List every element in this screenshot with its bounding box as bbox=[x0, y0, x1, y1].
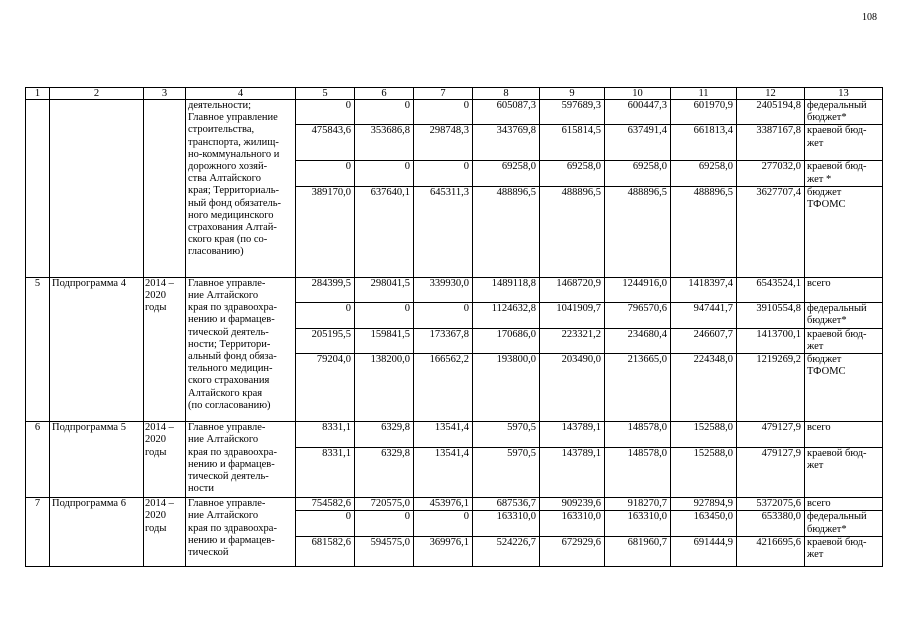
executor-cell bbox=[186, 277, 296, 421]
value-cell: 203490,0 bbox=[540, 354, 605, 422]
years-line: 2020 bbox=[145, 290, 166, 302]
funding-source-line: краевой бюд- bbox=[807, 125, 867, 137]
value-cell: 163310,0 bbox=[540, 511, 605, 536]
value-cell: 298041,5 bbox=[355, 277, 414, 302]
value-cell: 661813,4 bbox=[671, 125, 737, 161]
executor-line: нению и фармацев- bbox=[188, 458, 275, 470]
value-cell: 205195,5 bbox=[296, 328, 355, 353]
executor-line: дорожного хозяй- bbox=[188, 161, 268, 173]
executor-line: ный фонд обязатель- bbox=[188, 197, 282, 209]
value-cell: 0 bbox=[355, 161, 414, 186]
value-cell: 0 bbox=[414, 302, 473, 328]
executor-line: страхования Алтай- bbox=[188, 222, 277, 234]
funding-source-cell bbox=[805, 186, 883, 277]
funding-source-cell bbox=[805, 328, 883, 353]
value-cell: 166562,2 bbox=[414, 354, 473, 422]
executor-line: ние Алтайского bbox=[188, 434, 259, 446]
value-cell: 3387167,8 bbox=[737, 125, 805, 161]
table-row bbox=[26, 498, 883, 511]
value-cell: 524226,7 bbox=[473, 536, 540, 566]
funding-source-cell bbox=[805, 354, 883, 422]
column-number: 13 bbox=[805, 88, 883, 100]
value-cell: 6329,8 bbox=[355, 422, 414, 448]
funding-source-line: жет bbox=[807, 549, 824, 561]
executor-line: Главное управле- bbox=[188, 498, 266, 510]
value-cell: 672929,6 bbox=[540, 536, 605, 566]
column-number: 1 bbox=[26, 88, 50, 100]
executor-line: ности bbox=[188, 483, 214, 495]
executor-line: нению и фармацев- bbox=[188, 314, 275, 326]
value-cell: 909239,6 bbox=[540, 498, 605, 511]
funding-source-line: бюджет* bbox=[807, 523, 847, 535]
value-cell: 5970,5 bbox=[473, 448, 540, 498]
value-cell: 597689,3 bbox=[540, 100, 605, 125]
column-number: 3 bbox=[144, 88, 186, 100]
executor-line: тической деятель- bbox=[188, 326, 269, 338]
value-cell: 79204,0 bbox=[296, 354, 355, 422]
column-number: 10 bbox=[605, 88, 671, 100]
value-cell: 488896,5 bbox=[540, 186, 605, 277]
value-cell: 6329,8 bbox=[355, 448, 414, 498]
funding-source-cell bbox=[805, 511, 883, 536]
table-body bbox=[26, 88, 883, 567]
value-cell: 369976,1 bbox=[414, 536, 473, 566]
row-number-cell: 5 bbox=[26, 277, 50, 421]
value-cell: 284399,5 bbox=[296, 277, 355, 302]
value-cell: 947441,7 bbox=[671, 302, 737, 328]
program-name-cell bbox=[50, 100, 144, 278]
years-line: 2014 – bbox=[145, 498, 174, 510]
value-cell: 0 bbox=[296, 100, 355, 125]
value-cell: 0 bbox=[296, 302, 355, 328]
value-cell: 143789,1 bbox=[540, 422, 605, 448]
value-cell: 488896,5 bbox=[605, 186, 671, 277]
value-cell: 754582,6 bbox=[296, 498, 355, 511]
executor-line: ского края (по со- bbox=[188, 234, 268, 246]
value-cell: 615814,5 bbox=[540, 125, 605, 161]
column-number: 6 bbox=[355, 88, 414, 100]
value-cell: 927894,9 bbox=[671, 498, 737, 511]
column-number: 4 bbox=[186, 88, 296, 100]
value-cell: 8331,1 bbox=[296, 422, 355, 448]
budget-table bbox=[25, 87, 883, 567]
value-cell: 720575,0 bbox=[355, 498, 414, 511]
executor-line: транспорта, жилищ- bbox=[188, 136, 279, 148]
value-cell: 1413700,1 bbox=[737, 328, 805, 353]
funding-source-line: ТФОМС bbox=[807, 366, 846, 378]
funding-source-line: жет * bbox=[807, 173, 832, 185]
value-cell: 173367,8 bbox=[414, 328, 473, 353]
years-line: годы bbox=[145, 302, 167, 314]
executor-line: ности; Территори- bbox=[188, 338, 271, 350]
value-cell: 339930,0 bbox=[414, 277, 473, 302]
executor-line: тической bbox=[188, 547, 229, 559]
column-number: 12 bbox=[737, 88, 805, 100]
funding-source-cell bbox=[805, 302, 883, 328]
value-cell: 234680,4 bbox=[605, 328, 671, 353]
executor-line: края по здравоохра- bbox=[188, 446, 277, 458]
value-cell: 600447,3 bbox=[605, 100, 671, 125]
value-cell: 0 bbox=[296, 161, 355, 186]
value-cell: 223321,2 bbox=[540, 328, 605, 353]
value-cell: 298748,3 bbox=[414, 125, 473, 161]
executor-line: края по здравоохра- bbox=[188, 302, 277, 314]
value-cell: 475843,6 bbox=[296, 125, 355, 161]
executor-line: Главное управле- bbox=[188, 422, 266, 434]
value-cell: 0 bbox=[414, 100, 473, 125]
funding-source-cell bbox=[805, 161, 883, 186]
value-cell: 138200,0 bbox=[355, 354, 414, 422]
value-cell: 637640,1 bbox=[355, 186, 414, 277]
funding-source-line: жет bbox=[807, 341, 824, 353]
years-line: 2014 – bbox=[145, 277, 174, 289]
executor-cell bbox=[186, 498, 296, 567]
funding-source-cell bbox=[805, 277, 883, 302]
funding-source-line: федеральный bbox=[807, 302, 867, 314]
executor-line: гласованию) bbox=[188, 246, 244, 258]
funding-source-line: всего bbox=[807, 277, 831, 289]
executor-line: края по здравоохра- bbox=[188, 522, 277, 534]
funding-source-cell bbox=[805, 536, 883, 566]
value-cell: 163450,0 bbox=[671, 511, 737, 536]
years-cell bbox=[144, 422, 186, 498]
executor-line: края; Территориаль- bbox=[188, 185, 280, 197]
funding-source-line: краевой бюд- bbox=[807, 448, 867, 460]
value-cell: 152588,0 bbox=[671, 422, 737, 448]
years-cell bbox=[144, 498, 186, 567]
value-cell: 148578,0 bbox=[605, 422, 671, 448]
value-cell: 605087,3 bbox=[473, 100, 540, 125]
years-line: годы bbox=[145, 446, 167, 458]
column-number-row bbox=[26, 88, 883, 100]
executor-line: тической деятель- bbox=[188, 471, 269, 483]
table-row bbox=[26, 277, 883, 302]
value-cell: 453976,1 bbox=[414, 498, 473, 511]
executor-cell bbox=[186, 100, 296, 278]
table-row bbox=[26, 422, 883, 448]
table-row bbox=[26, 100, 883, 125]
funding-source-line: ТФОМС bbox=[807, 199, 846, 211]
column-number: 8 bbox=[473, 88, 540, 100]
value-cell: 148578,0 bbox=[605, 448, 671, 498]
program-name-cell: Подпрограмма 5 bbox=[50, 422, 144, 498]
value-cell: 69258,0 bbox=[605, 161, 671, 186]
executor-line: тельного медицин- bbox=[188, 363, 273, 375]
value-cell: 653380,0 bbox=[737, 511, 805, 536]
years-line: годы bbox=[145, 522, 167, 534]
funding-source-cell bbox=[805, 125, 883, 161]
value-cell: 1219269,2 bbox=[737, 354, 805, 422]
funding-source-line: краевой бюд- bbox=[807, 328, 867, 340]
value-cell: 1244916,0 bbox=[605, 277, 671, 302]
value-cell: 163310,0 bbox=[473, 511, 540, 536]
value-cell: 3627707,4 bbox=[737, 186, 805, 277]
executor-line: ского страхования bbox=[188, 375, 270, 387]
value-cell: 13541,4 bbox=[414, 448, 473, 498]
row-number-cell: 6 bbox=[26, 422, 50, 498]
funding-source-line: бюджет* bbox=[807, 315, 847, 327]
funding-source-cell bbox=[805, 448, 883, 498]
value-cell: 488896,5 bbox=[473, 186, 540, 277]
executor-line: нению и фармацев- bbox=[188, 534, 275, 546]
value-cell: 246607,7 bbox=[671, 328, 737, 353]
value-cell: 1468720,9 bbox=[540, 277, 605, 302]
column-number: 9 bbox=[540, 88, 605, 100]
executor-line: ного медицинского bbox=[188, 209, 274, 221]
value-cell: 213665,0 bbox=[605, 354, 671, 422]
column-number: 2 bbox=[50, 88, 144, 100]
value-cell: 488896,5 bbox=[671, 186, 737, 277]
value-cell: 6543524,1 bbox=[737, 277, 805, 302]
executor-line: деятельности; bbox=[188, 100, 252, 111]
value-cell: 69258,0 bbox=[540, 161, 605, 186]
value-cell: 691444,9 bbox=[671, 536, 737, 566]
value-cell: 277032,0 bbox=[737, 161, 805, 186]
value-cell: 224348,0 bbox=[671, 354, 737, 422]
value-cell: 0 bbox=[414, 511, 473, 536]
column-number: 7 bbox=[414, 88, 473, 100]
value-cell: 645311,3 bbox=[414, 186, 473, 277]
funding-source-cell bbox=[805, 100, 883, 125]
value-cell: 152588,0 bbox=[671, 448, 737, 498]
value-cell: 1418397,4 bbox=[671, 277, 737, 302]
funding-source-line: краевой бюд- bbox=[807, 161, 867, 173]
executor-line: Главное управле- bbox=[188, 277, 266, 289]
executor-line: альный фонд обяза- bbox=[188, 351, 277, 363]
executor-line: строительства, bbox=[188, 124, 255, 136]
years-line: 2014 – bbox=[145, 422, 174, 434]
value-cell: 3910554,8 bbox=[737, 302, 805, 328]
value-cell: 343769,8 bbox=[473, 125, 540, 161]
funding-source-line: краевой бюд- bbox=[807, 536, 867, 548]
value-cell: 681582,6 bbox=[296, 536, 355, 566]
value-cell: 687536,7 bbox=[473, 498, 540, 511]
value-cell: 796570,6 bbox=[605, 302, 671, 328]
executor-line: (по согласованию) bbox=[188, 399, 271, 411]
funding-source-line: жет bbox=[807, 460, 824, 472]
executor-line: Алтайского края bbox=[188, 387, 263, 399]
years-cell bbox=[144, 277, 186, 421]
value-cell: 159841,5 bbox=[355, 328, 414, 353]
value-cell: 8331,1 bbox=[296, 448, 355, 498]
value-cell: 170686,0 bbox=[473, 328, 540, 353]
executor-line: ние Алтайского bbox=[188, 290, 259, 302]
funding-source-cell bbox=[805, 422, 883, 448]
funding-source-line: жет bbox=[807, 137, 824, 149]
funding-source-line: бюджет bbox=[807, 186, 842, 198]
funding-source-line: федеральный bbox=[807, 511, 867, 523]
value-cell: 4216695,6 bbox=[737, 536, 805, 566]
program-name-cell: Подпрограмма 4 bbox=[50, 277, 144, 421]
value-cell: 594575,0 bbox=[355, 536, 414, 566]
value-cell: 0 bbox=[355, 100, 414, 125]
executor-cell bbox=[186, 422, 296, 498]
value-cell: 193800,0 bbox=[473, 354, 540, 422]
years-cell bbox=[144, 100, 186, 278]
executor-line: ние Алтайского bbox=[188, 510, 259, 522]
value-cell: 681960,7 bbox=[605, 536, 671, 566]
page-number: 108 bbox=[862, 12, 877, 23]
value-cell: 1041909,7 bbox=[540, 302, 605, 328]
value-cell: 0 bbox=[296, 511, 355, 536]
value-cell: 69258,0 bbox=[473, 161, 540, 186]
value-cell: 0 bbox=[355, 302, 414, 328]
funding-source-line: всего bbox=[807, 498, 831, 510]
value-cell: 143789,1 bbox=[540, 448, 605, 498]
value-cell: 479127,9 bbox=[737, 448, 805, 498]
value-cell: 353686,8 bbox=[355, 125, 414, 161]
column-number: 5 bbox=[296, 88, 355, 100]
executor-line: Главное управление bbox=[188, 112, 278, 124]
value-cell: 2405194,8 bbox=[737, 100, 805, 125]
funding-source-line: всего bbox=[807, 422, 831, 434]
value-cell: 0 bbox=[414, 161, 473, 186]
value-cell: 163310,0 bbox=[605, 511, 671, 536]
value-cell: 5970,5 bbox=[473, 422, 540, 448]
row-number-cell bbox=[26, 100, 50, 278]
executor-line: но-коммунального и bbox=[188, 148, 280, 160]
value-cell: 5372075,6 bbox=[737, 498, 805, 511]
value-cell: 1124632,8 bbox=[473, 302, 540, 328]
column-number: 11 bbox=[671, 88, 737, 100]
years-line: 2020 bbox=[145, 434, 166, 446]
value-cell: 389170,0 bbox=[296, 186, 355, 277]
value-cell: 69258,0 bbox=[671, 161, 737, 186]
years-line: 2020 bbox=[145, 510, 166, 522]
value-cell: 601970,9 bbox=[671, 100, 737, 125]
value-cell: 1489118,8 bbox=[473, 277, 540, 302]
value-cell: 13541,4 bbox=[414, 422, 473, 448]
funding-source-line: федеральный bbox=[807, 100, 867, 111]
value-cell: 479127,9 bbox=[737, 422, 805, 448]
value-cell: 918270,7 bbox=[605, 498, 671, 511]
value-cell: 0 bbox=[355, 511, 414, 536]
executor-line: ства Алтайского bbox=[188, 173, 261, 185]
funding-source-line: бюджет bbox=[807, 354, 842, 366]
funding-source-line: бюджет* bbox=[807, 112, 847, 124]
funding-source-cell bbox=[805, 498, 883, 511]
program-name-cell: Подпрограмма 6 bbox=[50, 498, 144, 567]
row-number-cell: 7 bbox=[26, 498, 50, 567]
value-cell: 637491,4 bbox=[605, 125, 671, 161]
